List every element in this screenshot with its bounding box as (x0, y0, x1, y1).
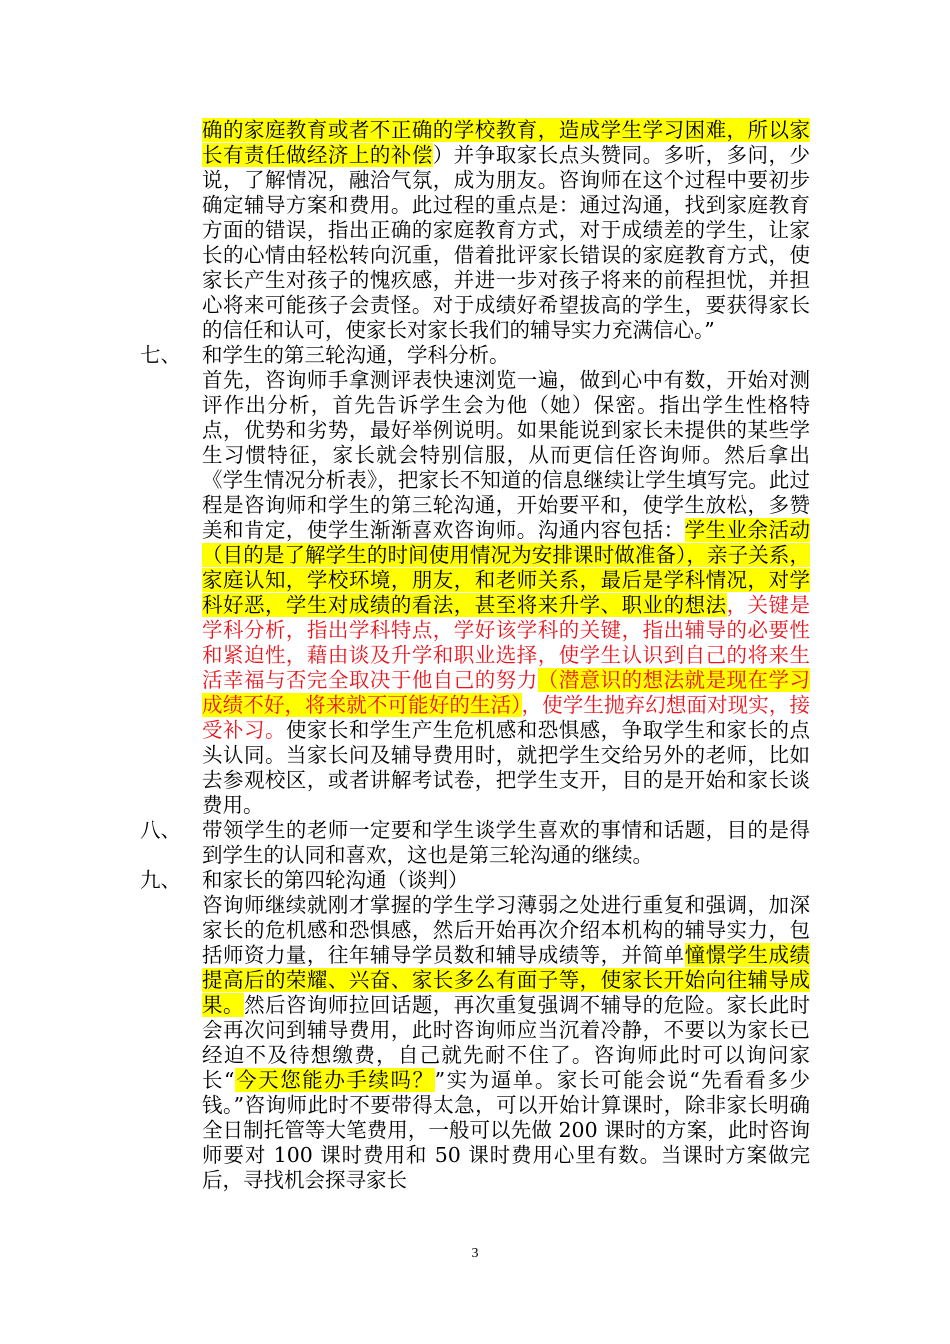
continued-paragraph (140, 118, 810, 343)
highlighted-text: 学生业余活动（目的是了解学生的时间使用情况为安排课时做准备），亲子关系，家庭认知，学校环境，朋友，和老师关系，最后是学科情况，对学科好恶，学生对成绩的看法，甚至将来升学、职业的想法 (202, 518, 811, 617)
red-text: ，使学生抛弃幻想面对现实，接受补习。 (202, 693, 811, 742)
paragraph-text: 咨询师继续就刚才掌握的学生学习薄弱之处进行重复和强调，加深家长的危机感和恐惧感，然后开始再次介绍本机构的辅导实力，包括师资力量，往年辅导学员数和辅导成绩等，并简单 (202, 893, 810, 967)
page-number: 3 (471, 1246, 479, 1261)
highlighted-text: 确的家庭教育或者不正确的学校教育，造成学生学习困难，所以家长有责任做经济上的补偿 (202, 118, 810, 167)
paragraph-text: 使家长和学生产生危机感和恐惧感，争取学生和家长的点头认同。当家长问及辅导费用时，就把学生交给另外的老师，比如去参观校区，或者讲解考试卷，把学生支开，目的是开始和家长谈费用。 (202, 718, 811, 817)
item-body: 带领学生的老师一定要和学生谈学生喜欢的事情和话题，目的是得到学生的认同和喜欢，这也是第三轮沟通的继续。 (202, 818, 810, 867)
item-body (202, 368, 810, 818)
list-item-8 (140, 818, 810, 868)
paragraph-text: 然后咨询师拉回话题，再次重复强调不辅导的危险。家长此时会再次问到辅导费用，此时咨询师应当沉着冷静，不要以为家长已经迫不及待想缴费，自己就先耐不住了。咨询师此时可以询问家长“ (202, 993, 811, 1092)
red-text: ，关键是学科分析，指出学科特点，学好该学科的关键，指出辅导的必要性和紧迫性，藉由谈及升学和职业选择，使学生认识到自己的将来生活幸福与否完全取决于他自己的努力 (202, 593, 811, 692)
list-item-7 (140, 343, 810, 818)
paragraph-text: ）并争取家长点头赞同。多听，多问，少说，了解情况，融洽气氛，成为朋友。咨询师在这个过程中要初步确定辅导方案和费用。此过程的重点是：通过沟通，找到家庭教育方面的错误，指出正确的家庭教育方式，对于成绩差的学生，让家长的心情由轻松转向沉重，借着批评家长错误的家庭教育方式，使家长产生对孩子的愧疚感，并进一步对孩子将来的前程担忧，并担心将来可能孩子会责怪。对于成绩好希望拔高的学生，要获得家长的信任和认可，使家长对家长我们的辅导实力充满信心。” (202, 143, 811, 342)
highlighted-text: 今天您能办手续吗？ (234, 1068, 435, 1092)
item-title: 和学生的第三轮沟通，学科分析。 (202, 343, 510, 367)
item-number: 七、 (140, 343, 181, 367)
item-number: 八、 (140, 818, 181, 842)
item-body (202, 893, 810, 1193)
highlighted-text: 憧憬学生成绩提高后的荣耀、兴奋、家长多么有面子等，使家长开始向往辅导成果。 (202, 943, 811, 1017)
list-item-9 (140, 868, 810, 1193)
paragraph-text: 首先，咨询师手拿测评表快速浏览一遍，做到心中有数，开始对测评作出分析，首先告诉学生会为他（她）保密。指出学生性格特点，优势和劣势，最好举例说明。如果能说到家长未提供的某些学生习惯特征，家长就会特别信服，从而更信任咨询师。然后拿出《学生情况分析表》，把家长不知道的信息继续让学生填写完。此过程是咨询师和学生的第三轮沟通，开始要平和，使学生放松，多赞美和肯定，使学生渐渐喜欢咨询师。沟通内容包括： (202, 368, 810, 542)
page-content (140, 118, 810, 1193)
item-number: 九、 (140, 868, 181, 892)
red-highlighted-text: （潜意识的想法就是现在学习成绩不好，将来就不可能好的生活） (202, 668, 811, 717)
paragraph-text: ”实为逼单。家长可能会说“先看看多少钱。”咨询师此时不要带得太急，可以开始计算课时，除非家长明确全日制托管等大笔费用，一般可以先做 200 课时的方案，此时咨询师要对 100 课时费用和 50 课时费用心里有数。当课时方案做完后，寻找机会探寻家长 (202, 1068, 811, 1192)
item-title: 和家长的第四轮沟通（谈判） (202, 868, 469, 892)
